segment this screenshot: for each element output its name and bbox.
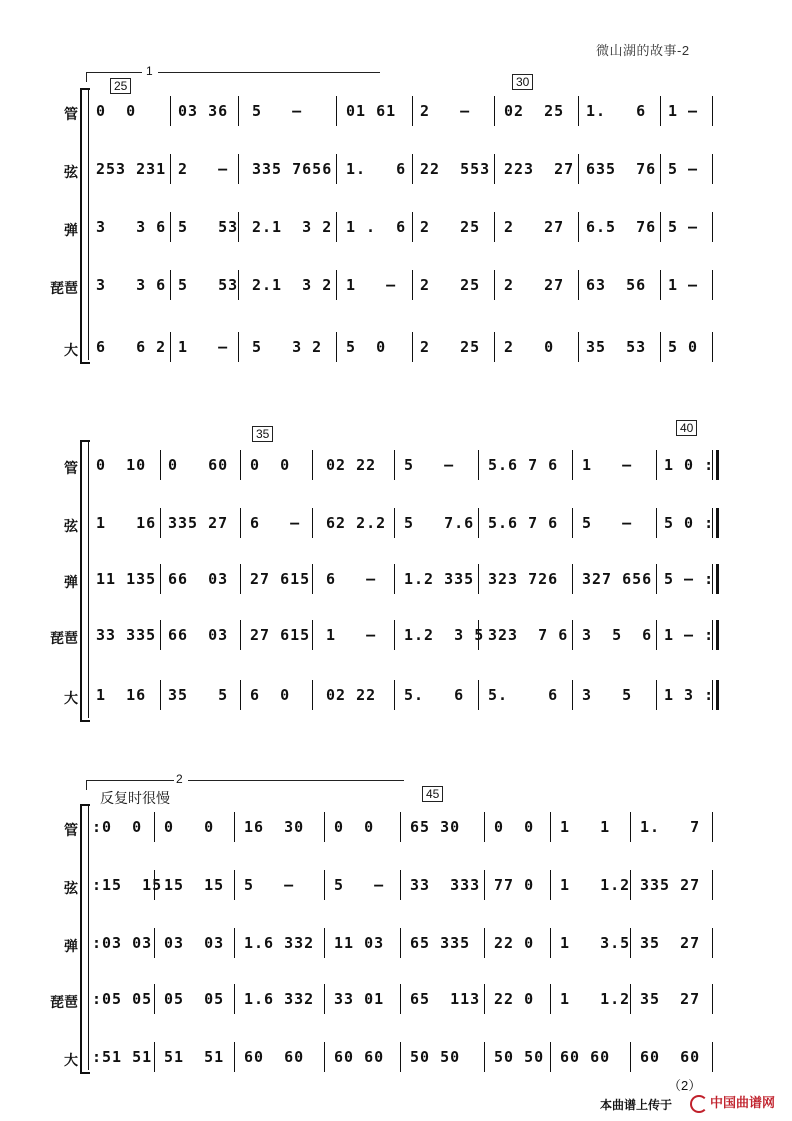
barline (572, 680, 573, 710)
measure-number: 25 (110, 78, 131, 94)
barline (154, 812, 155, 842)
measure-notes: 2 27 (504, 218, 565, 236)
measure-notes: 1 – (668, 276, 699, 294)
instrument-label: 管 (64, 106, 78, 122)
barline (578, 270, 579, 300)
measure-notes: 5 – (668, 160, 699, 178)
measure-notes: 1 3.5 (560, 934, 631, 952)
barline (630, 928, 631, 958)
barline (550, 812, 551, 842)
measure-notes: 50 50 (410, 1048, 461, 1066)
measure-notes: 327 656 (582, 570, 653, 588)
barline (412, 96, 413, 126)
system-bracket (88, 440, 89, 718)
measure-notes: 66 03 (168, 570, 229, 588)
measure-notes: 6.5 76 (586, 218, 657, 236)
measure-notes: 60 60 (244, 1048, 305, 1066)
measure-notes: 03 03 (164, 934, 225, 952)
measure-notes: 335 7656 (252, 160, 333, 178)
barline (336, 270, 337, 300)
measure-notes: 0 0 (250, 456, 291, 474)
measure-notes: 6 – (250, 514, 301, 532)
measure-notes: 223 27 (504, 160, 575, 178)
measure-notes: 0 10 (96, 456, 147, 474)
measure-notes: 1 – (346, 276, 397, 294)
barline (572, 564, 573, 594)
barline (312, 620, 313, 650)
measure-notes: 60 60 (560, 1048, 611, 1066)
instrument-label: 弹 (64, 938, 78, 954)
measure-notes: 35 27 (640, 934, 701, 952)
barline (312, 450, 313, 480)
measure-notes: 15 15 (164, 876, 225, 894)
barline (712, 154, 713, 184)
barline (324, 984, 325, 1014)
measure-notes: 5 – : (664, 570, 715, 588)
measure-notes: :05 05 (92, 990, 153, 1008)
barline (712, 212, 713, 242)
measure-notes: 02 22 (326, 686, 377, 704)
measure-notes: 02 25 (504, 102, 565, 120)
measure-notes: 5 3 2 (252, 338, 323, 356)
barline (484, 984, 485, 1014)
logo-text: 中国曲谱网 (710, 1095, 776, 1110)
barline (234, 1042, 235, 1072)
measure-notes: 51 51 (164, 1048, 225, 1066)
measure-notes: 1.6 332 (244, 990, 315, 1008)
measure-notes: 33 333 (410, 876, 481, 894)
measure-notes: 0 0 (164, 818, 215, 836)
measure-notes: 27 615 (250, 570, 311, 588)
instrument-label: 弦 (64, 880, 78, 896)
measure-notes: 635 76 (586, 160, 657, 178)
repeat-barline (712, 680, 719, 710)
measure-notes: 63 56 (586, 276, 647, 294)
measure-notes: 1 16 (96, 514, 157, 532)
barline (478, 620, 479, 650)
measure-notes: 60 60 (334, 1048, 385, 1066)
barline (712, 270, 713, 300)
barline (324, 928, 325, 958)
barline (578, 332, 579, 362)
barline (656, 620, 657, 650)
measure-notes: 6 6 2 (96, 338, 167, 356)
measure-notes: 5 53 (178, 218, 239, 236)
barline (234, 984, 235, 1014)
instrument-label: 管 (64, 460, 78, 476)
barline (336, 96, 337, 126)
barline (394, 680, 395, 710)
measure-notes: 2.1 3 2 (252, 218, 333, 236)
barline (238, 270, 239, 300)
barline (400, 870, 401, 900)
measure-notes: 02 22 (326, 456, 377, 474)
volta-bracket (86, 72, 142, 73)
measure-notes: 1 1.2 (560, 990, 631, 1008)
footer-text: 本曲谱上传于 (600, 1098, 673, 1112)
barline (656, 564, 657, 594)
measure-notes: 1. 6 (586, 102, 647, 120)
instrument-label: 大 (64, 342, 78, 358)
measure-notes: 5 – (252, 102, 303, 120)
barline (712, 984, 713, 1014)
measure-notes: 5 53 (178, 276, 239, 294)
barline (154, 984, 155, 1014)
barline (400, 984, 401, 1014)
measure-notes: 1. 7 (640, 818, 701, 836)
measure-notes: 5. 6 (404, 686, 465, 704)
barline (478, 508, 479, 538)
measure-notes: 323 726 (488, 570, 559, 588)
measure-notes: 2 0 (504, 338, 555, 356)
barline (484, 812, 485, 842)
barline (478, 564, 479, 594)
barline (400, 812, 401, 842)
measure-notes: :51 51 (92, 1048, 153, 1066)
barline (712, 928, 713, 958)
measure-notes: 1 16 (96, 686, 147, 704)
barline (336, 154, 337, 184)
measure-notes: 5 – (244, 876, 295, 894)
barline (656, 450, 657, 480)
measure-notes: :15 15 (92, 876, 163, 894)
measure-notes: 5.6 7 6 (488, 514, 559, 532)
instrument-label: 琵琶 (50, 994, 78, 1010)
measure-notes: 6 0 (250, 686, 291, 704)
barline (494, 154, 495, 184)
barline (656, 508, 657, 538)
barline (154, 928, 155, 958)
measure-notes: 2 25 (420, 218, 481, 236)
volta-bracket (158, 72, 380, 73)
instrument-label: 弹 (64, 222, 78, 238)
barline (412, 154, 413, 184)
barline (394, 450, 395, 480)
barline (572, 508, 573, 538)
measure-notes: 1. 6 (346, 160, 407, 178)
barline (170, 96, 171, 126)
barline (394, 564, 395, 594)
measure-notes: 5 0 : (664, 514, 715, 532)
barline (238, 96, 239, 126)
barline (394, 508, 395, 538)
measure-notes: 11 135 (96, 570, 157, 588)
measure-notes: 1 0 : (664, 456, 715, 474)
barline (656, 680, 657, 710)
barline (712, 812, 713, 842)
score-system-3 (0, 770, 792, 1070)
measure-notes: 335 27 (640, 876, 701, 894)
measure-notes: 2 – (420, 102, 471, 120)
barline (478, 450, 479, 480)
measure-notes: 65 113 (410, 990, 481, 1008)
measure-notes: 22 0 (494, 934, 535, 952)
barline (572, 450, 573, 480)
instrument-label: 大 (64, 690, 78, 706)
barline (234, 928, 235, 958)
barline (494, 332, 495, 362)
barline (712, 1042, 713, 1072)
barline (550, 928, 551, 958)
barline (312, 680, 313, 710)
measure-notes: 5.6 7 6 (488, 456, 559, 474)
measure-notes: 35 53 (586, 338, 647, 356)
measure-number: 35 (252, 426, 273, 442)
measure-notes: 2 27 (504, 276, 565, 294)
barline (484, 1042, 485, 1072)
barline (400, 928, 401, 958)
volta-bracket (86, 780, 174, 781)
measure-notes: 1 – (668, 102, 699, 120)
instrument-label: 弹 (64, 574, 78, 590)
measure-notes: 3 3 6 (96, 276, 167, 294)
measure-notes: 1 1 (560, 818, 611, 836)
instrument-label: 大 (64, 1052, 78, 1068)
volta-number: 2 (176, 772, 183, 786)
barline (160, 680, 161, 710)
measure-notes: 1 1.2 (560, 876, 631, 894)
barline (712, 332, 713, 362)
barline (550, 870, 551, 900)
barline (170, 212, 171, 242)
barline (478, 680, 479, 710)
measure-notes: 2.1 3 2 (252, 276, 333, 294)
page-title: 微山湖的故事-2 (596, 43, 690, 58)
measure-notes: 3 5 (582, 686, 633, 704)
barline (170, 154, 171, 184)
measure-notes: 323 7 6 (488, 626, 569, 644)
barline (324, 812, 325, 842)
barline (412, 270, 413, 300)
measure-notes: 60 60 (640, 1048, 701, 1066)
barline (240, 620, 241, 650)
measure-notes: :0 0 (92, 818, 143, 836)
measure-notes: 11 03 (334, 934, 385, 952)
measure-number: 40 (676, 420, 697, 436)
measure-notes: 2 25 (420, 338, 481, 356)
barline (154, 870, 155, 900)
barline (312, 508, 313, 538)
measure-notes: 1 – (178, 338, 229, 356)
barline (324, 1042, 325, 1072)
repeat-barline (712, 450, 719, 480)
measure-notes: 3 5 6 (582, 626, 653, 644)
barline (630, 984, 631, 1014)
barline (234, 870, 235, 900)
barline (484, 870, 485, 900)
measure-notes: 2 25 (420, 276, 481, 294)
measure-notes: 5 – (334, 876, 385, 894)
barline (160, 564, 161, 594)
barline (170, 332, 171, 362)
barline (394, 620, 395, 650)
measure-notes: 1 3 : (664, 686, 715, 704)
barline (550, 984, 551, 1014)
measure-notes: 3 3 6 (96, 218, 167, 236)
repeat-annotation: 反复时很慢 (100, 790, 170, 806)
site-logo (690, 1092, 775, 1113)
volta-bracket (188, 780, 404, 781)
barline (712, 870, 713, 900)
barline (160, 450, 161, 480)
instrument-label: 琵琶 (50, 280, 78, 296)
instrument-label: 管 (64, 822, 78, 838)
barline (336, 212, 337, 242)
measure-notes: 253 231 (96, 160, 167, 178)
measure-notes: 5 – (668, 218, 699, 236)
volta-number: 1 (146, 64, 153, 78)
barline (412, 332, 413, 362)
barline (660, 212, 661, 242)
measure-notes: 33 335 (96, 626, 157, 644)
system-bracket (88, 88, 89, 360)
measure-number: 30 (512, 74, 533, 90)
barline (234, 812, 235, 842)
measure-notes: 0 0 (334, 818, 375, 836)
measure-notes: 2 – (178, 160, 229, 178)
barline (484, 928, 485, 958)
measure-notes: 5 – (582, 514, 633, 532)
repeat-barline (712, 508, 719, 538)
barline (238, 212, 239, 242)
barline (660, 96, 661, 126)
measure-notes: 5 7.6 (404, 514, 475, 532)
barline (412, 212, 413, 242)
barline (572, 620, 573, 650)
barline (154, 1042, 155, 1072)
barline (238, 332, 239, 362)
measure-notes: 22 0 (494, 990, 535, 1008)
barline (324, 870, 325, 900)
barline (400, 1042, 401, 1072)
logo-icon (690, 1095, 708, 1113)
measure-notes: 03 36 (178, 102, 229, 120)
barline (660, 154, 661, 184)
barline (660, 332, 661, 362)
barline (240, 680, 241, 710)
barline (578, 154, 579, 184)
measure-notes: 35 5 (168, 686, 229, 704)
measure-notes: 35 27 (640, 990, 701, 1008)
barline (494, 212, 495, 242)
barline (630, 812, 631, 842)
barline (578, 96, 579, 126)
volta-bracket (86, 72, 87, 82)
barline (578, 212, 579, 242)
measure-notes: 50 50 (494, 1048, 545, 1066)
barline (336, 332, 337, 362)
barline (660, 270, 661, 300)
barline (240, 564, 241, 594)
measure-notes: 65 335 (410, 934, 471, 952)
measure-notes: 1 . 6 (346, 218, 407, 236)
measure-notes: 0 0 (96, 102, 137, 120)
barline (160, 508, 161, 538)
system-bracket (88, 804, 89, 1070)
barline (712, 96, 713, 126)
measure-notes: 5 – (404, 456, 455, 474)
page-number: （2） (668, 1078, 702, 1093)
barline (240, 508, 241, 538)
volta-bracket (86, 780, 87, 790)
instrument-label: 弦 (64, 518, 78, 534)
barline (170, 270, 171, 300)
measure-notes: 1 – : (664, 626, 715, 644)
measure-notes: 27 615 (250, 626, 311, 644)
instrument-label: 弦 (64, 164, 78, 180)
barline (630, 870, 631, 900)
measure-notes: 0 0 (494, 818, 535, 836)
barline (494, 96, 495, 126)
measure-notes: 1 – (582, 456, 633, 474)
measure-notes: 1.2 3 5 (404, 626, 485, 644)
measure-notes: :03 03 (92, 934, 153, 952)
barline (312, 564, 313, 594)
measure-notes: 5. 6 (488, 686, 559, 704)
measure-notes: 5 0 (668, 338, 699, 356)
measure-notes: 65 30 (410, 818, 461, 836)
measure-notes: 1.2 335 (404, 570, 475, 588)
measure-notes: 77 0 (494, 876, 535, 894)
measure-notes: 66 03 (168, 626, 229, 644)
barline (550, 1042, 551, 1072)
measure-notes: 33 01 (334, 990, 385, 1008)
measure-notes: 01 61 (346, 102, 397, 120)
measure-notes: 62 2.2 (326, 514, 387, 532)
measure-notes: 22 553 (420, 160, 491, 178)
instrument-label: 琵琶 (50, 630, 78, 646)
measure-notes: 1.6 332 (244, 934, 315, 952)
barline (494, 270, 495, 300)
measure-notes: 5 0 (346, 338, 387, 356)
measure-notes: 1 – (326, 626, 377, 644)
barline (160, 620, 161, 650)
barline (238, 154, 239, 184)
measure-notes: 16 30 (244, 818, 305, 836)
measure-notes: 0 60 (168, 456, 229, 474)
repeat-barline (712, 620, 719, 650)
barline (240, 450, 241, 480)
repeat-barline (712, 564, 719, 594)
measure-notes: 335 27 (168, 514, 229, 532)
measure-number: 45 (422, 786, 443, 802)
barline (630, 1042, 631, 1072)
measure-notes: 6 – (326, 570, 377, 588)
measure-notes: 05 05 (164, 990, 225, 1008)
